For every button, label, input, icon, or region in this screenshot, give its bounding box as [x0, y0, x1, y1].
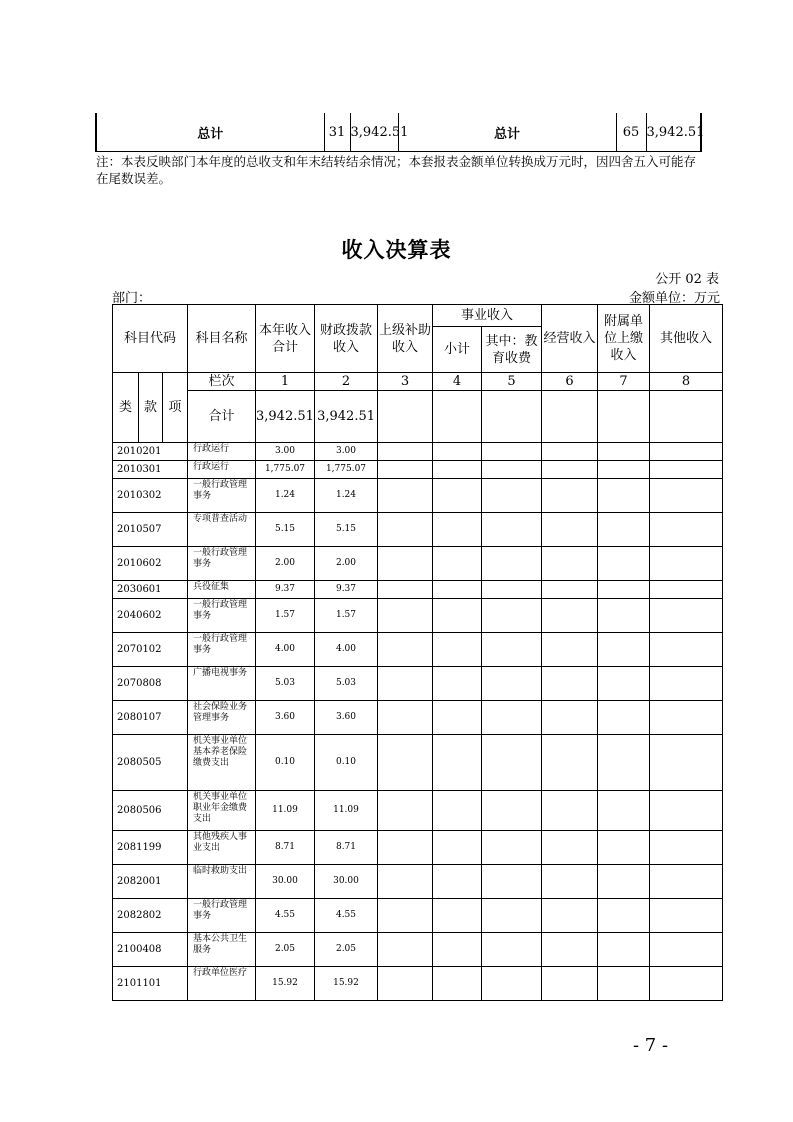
- row-code: 2010201: [113, 443, 188, 461]
- empty-cell: [433, 443, 482, 461]
- empty-cell: [542, 831, 598, 865]
- empty-cell: [433, 735, 482, 791]
- empty-cell: [650, 599, 723, 633]
- row-total: 4.55: [256, 899, 315, 933]
- empty-cell: [542, 701, 598, 735]
- empty-cell: [542, 479, 598, 513]
- empty-cell: [378, 479, 433, 513]
- unit-label: 金额单位：万元: [628, 291, 720, 306]
- row-total: 1.57: [256, 599, 315, 633]
- header-business: 事业收入: [433, 305, 542, 327]
- empty-cell: [482, 967, 542, 1001]
- empty-cell: [378, 667, 433, 701]
- row-total: 2.00: [256, 547, 315, 581]
- summary-right-label: 总计: [398, 113, 616, 152]
- summary-left-line: 31: [324, 113, 350, 152]
- empty-cell: [598, 479, 650, 513]
- empty-cell: [542, 599, 598, 633]
- row-total: 8.71: [256, 831, 315, 865]
- page-number: - 7 -: [632, 1035, 669, 1056]
- row-fiscal: 9.37: [315, 581, 378, 599]
- table-row: [113, 791, 723, 831]
- empty-cell: [433, 479, 482, 513]
- table-row: [113, 633, 723, 667]
- empty-cell: [433, 633, 482, 667]
- empty-cell: [650, 667, 723, 701]
- row-total: 2.05: [256, 933, 315, 967]
- empty-cell: [650, 443, 723, 461]
- empty-cell: [650, 547, 723, 581]
- empty-cell: [650, 461, 723, 479]
- empty-cell: [378, 443, 433, 461]
- row-fiscal: 11.09: [315, 791, 378, 831]
- empty-cell: [598, 933, 650, 967]
- empty-cell: [542, 581, 598, 599]
- empty-cell: [598, 581, 650, 599]
- empty-cell: [378, 599, 433, 633]
- row-total: 9.37: [256, 581, 315, 599]
- row-fiscal: 5.15: [315, 513, 378, 547]
- row-name: 行政单位医疗: [188, 967, 256, 1001]
- empty-cell: [598, 513, 650, 547]
- empty-cell: [433, 547, 482, 581]
- empty-cell: [433, 391, 482, 443]
- empty-cell: [598, 443, 650, 461]
- total-row-fiscal: 3,942.51: [315, 391, 378, 443]
- row-name: 广播电视事务: [188, 667, 256, 701]
- row-name: 机关事业单位职业年金缴费支出: [188, 791, 256, 831]
- row-fiscal: 30.00: [315, 865, 378, 899]
- empty-cell: [378, 391, 433, 443]
- row-name: 一般行政管理事务: [188, 899, 256, 933]
- row-name: 基本公共卫生服务: [188, 933, 256, 967]
- empty-cell: [433, 899, 482, 933]
- empty-cell: [378, 581, 433, 599]
- summary-table: [95, 113, 705, 152]
- table-row: [113, 443, 723, 461]
- summary-right-value: 3,942.51: [646, 113, 701, 152]
- empty-cell: [650, 791, 723, 831]
- row-total: 11.09: [256, 791, 315, 831]
- empty-cell: [650, 899, 723, 933]
- row-total: 3.00: [256, 443, 315, 461]
- row-fiscal: 4.55: [315, 899, 378, 933]
- empty-cell: [598, 547, 650, 581]
- total-row-total: 3,942.51: [256, 391, 315, 443]
- table-row: [113, 513, 723, 547]
- empty-cell: [542, 391, 598, 443]
- empty-cell: [598, 899, 650, 933]
- header-xiang: 项: [163, 373, 188, 443]
- row-name: 一般行政管理事务: [188, 633, 256, 667]
- header-operating: 经营收入: [542, 305, 598, 373]
- empty-cell: [542, 967, 598, 1001]
- row-code: 2040602: [113, 599, 188, 633]
- empty-cell: [598, 667, 650, 701]
- header-kuan: 款: [139, 373, 163, 443]
- empty-cell: [378, 967, 433, 1001]
- empty-cell: [482, 633, 542, 667]
- empty-cell: [482, 461, 542, 479]
- empty-cell: [542, 633, 598, 667]
- empty-cell: [433, 933, 482, 967]
- empty-cell: [433, 513, 482, 547]
- col-num-1: 1: [256, 373, 315, 391]
- empty-cell: [598, 791, 650, 831]
- header-name: 科目名称: [188, 305, 256, 373]
- row-name: 专项普查活动: [188, 513, 256, 547]
- department-label: 部门：: [112, 291, 152, 306]
- empty-cell: [598, 967, 650, 1001]
- empty-cell: [433, 667, 482, 701]
- col-num-7: 7: [598, 373, 650, 391]
- col-num-3: 3: [378, 373, 433, 391]
- empty-cell: [433, 581, 482, 599]
- summary-right-line: 65: [616, 113, 646, 152]
- empty-cell: [433, 967, 482, 1001]
- row-name: 一般行政管理事务: [188, 547, 256, 581]
- empty-cell: [482, 933, 542, 967]
- row-total: 4.00: [256, 633, 315, 667]
- table-row: [113, 461, 723, 479]
- row-name: 兵役征集: [188, 581, 256, 599]
- empty-cell: [482, 581, 542, 599]
- empty-cell: [650, 967, 723, 1001]
- page-title: 收入决算表: [341, 237, 452, 262]
- row-total: 1.24: [256, 479, 315, 513]
- empty-cell: [433, 701, 482, 735]
- empty-cell: [598, 461, 650, 479]
- form-code: 公开 02 表: [655, 272, 719, 287]
- empty-cell: [378, 791, 433, 831]
- empty-cell: [482, 735, 542, 791]
- table-row: [113, 701, 723, 735]
- row-total: 0.10: [256, 735, 315, 791]
- total-row-label: 合计: [188, 391, 256, 443]
- empty-cell: [598, 599, 650, 633]
- empty-cell: [482, 599, 542, 633]
- empty-cell: [650, 933, 723, 967]
- empty-cell: [542, 461, 598, 479]
- row-total: 5.03: [256, 667, 315, 701]
- empty-cell: [378, 701, 433, 735]
- header-superior: 上级补助收入: [378, 305, 433, 373]
- empty-cell: [542, 791, 598, 831]
- empty-cell: [650, 831, 723, 865]
- row-name: 一般行政管理事务: [188, 599, 256, 633]
- empty-cell: [378, 633, 433, 667]
- empty-cell: [650, 633, 723, 667]
- row-code: 2010301: [113, 461, 188, 479]
- empty-cell: [542, 547, 598, 581]
- col-num-4: 4: [433, 373, 482, 391]
- summary-left-label: 总计: [96, 113, 324, 152]
- empty-cell: [542, 899, 598, 933]
- row-fiscal: 4.00: [315, 633, 378, 667]
- row-fiscal: 2.05: [315, 933, 378, 967]
- row-code: 2070808: [113, 667, 188, 701]
- row-code: 2080107: [113, 701, 188, 735]
- row-name: 机关事业单位基本养老保险缴费支出: [188, 735, 256, 791]
- row-fiscal: 1.57: [315, 599, 378, 633]
- empty-cell: [650, 479, 723, 513]
- empty-cell: [650, 513, 723, 547]
- summary-left-value: 3,942.51: [350, 113, 398, 152]
- row-total: 3.60: [256, 701, 315, 735]
- table-row: [113, 599, 723, 633]
- header-other: 其他收入: [650, 305, 723, 373]
- header-education: 其中：教育收费: [482, 327, 542, 373]
- empty-cell: [482, 667, 542, 701]
- table-row: [113, 831, 723, 865]
- empty-cell: [598, 831, 650, 865]
- empty-cell: [433, 791, 482, 831]
- row-total: 15.92: [256, 967, 315, 1001]
- row-code: 2010507: [113, 513, 188, 547]
- empty-cell: [378, 933, 433, 967]
- row-fiscal: 1,775.07: [315, 461, 378, 479]
- header-fiscal: 财政拨款收入: [315, 305, 378, 373]
- table-row: [113, 933, 723, 967]
- row-name: 社会保险业务管理事务: [188, 701, 256, 735]
- row-code: 2010302: [113, 479, 188, 513]
- empty-cell: [378, 513, 433, 547]
- row-total: 5.15: [256, 513, 315, 547]
- empty-cell: [542, 865, 598, 899]
- row-code: 2080505: [113, 735, 188, 791]
- empty-cell: [378, 735, 433, 791]
- row-code: 2081199: [113, 831, 188, 865]
- income-table: [112, 304, 723, 1001]
- empty-cell: [650, 581, 723, 599]
- empty-cell: [542, 443, 598, 461]
- empty-cell: [650, 391, 723, 443]
- empty-cell: [542, 667, 598, 701]
- header-total: 本年收入合计: [256, 305, 315, 373]
- row-fiscal: 5.03: [315, 667, 378, 701]
- row-name: 行政运行: [188, 461, 256, 479]
- empty-cell: [650, 865, 723, 899]
- empty-cell: [433, 831, 482, 865]
- row-code: 2080506: [113, 791, 188, 831]
- table-note: 注：本表反映部门本年度的总收支和年末结转结余情况；本套报表金额单位转换成万元时，因四舍五入可能存在尾数误差。: [96, 154, 697, 186]
- row-code: 2082001: [113, 865, 188, 899]
- empty-cell: [482, 701, 542, 735]
- empty-cell: [598, 735, 650, 791]
- row-code: 2030601: [113, 581, 188, 599]
- header-affiliated: 附属单位上缴收入: [598, 305, 650, 373]
- header-code: 科目代码: [113, 305, 188, 373]
- empty-cell: [482, 513, 542, 547]
- empty-cell: [433, 461, 482, 479]
- empty-cell: [482, 391, 542, 443]
- col-num-6: 6: [542, 373, 598, 391]
- empty-cell: [598, 391, 650, 443]
- empty-cell: [433, 865, 482, 899]
- empty-cell: [482, 865, 542, 899]
- row-code: 2100408: [113, 933, 188, 967]
- row-name: 行政运行: [188, 443, 256, 461]
- row-fiscal: 3.60: [315, 701, 378, 735]
- header-lei: 类: [113, 373, 139, 443]
- empty-cell: [598, 633, 650, 667]
- empty-cell: [482, 547, 542, 581]
- row-fiscal: 2.00: [315, 547, 378, 581]
- row-fiscal: 3.00: [315, 443, 378, 461]
- empty-cell: [378, 547, 433, 581]
- row-name: 一般行政管理事务: [188, 479, 256, 513]
- col-num-5: 5: [482, 373, 542, 391]
- empty-cell: [598, 865, 650, 899]
- empty-cell: [378, 865, 433, 899]
- table-row: [113, 967, 723, 1001]
- empty-cell: [482, 791, 542, 831]
- table-row: [113, 865, 723, 899]
- empty-cell: [542, 735, 598, 791]
- table-row: [113, 735, 723, 791]
- row-name: 其他残疾人事业支出: [188, 831, 256, 865]
- empty-cell: [482, 899, 542, 933]
- empty-cell: [650, 701, 723, 735]
- row-fiscal: 1.24: [315, 479, 378, 513]
- table-row: [113, 667, 723, 701]
- row-total: 30.00: [256, 865, 315, 899]
- header-subtotal: 小计: [433, 327, 482, 373]
- table-row: [113, 547, 723, 581]
- row-fiscal: 15.92: [315, 967, 378, 1001]
- row-total: 1,775.07: [256, 461, 315, 479]
- row-name: 临时救助支出: [188, 865, 256, 899]
- table-row: [113, 479, 723, 513]
- row-code: 2070102: [113, 633, 188, 667]
- empty-cell: [378, 831, 433, 865]
- empty-cell: [650, 735, 723, 791]
- empty-cell: [542, 933, 598, 967]
- table-row: [113, 581, 723, 599]
- empty-cell: [482, 479, 542, 513]
- row-code: 2101101: [113, 967, 188, 1001]
- row-fiscal: 8.71: [315, 831, 378, 865]
- empty-cell: [378, 899, 433, 933]
- row-code: 2010602: [113, 547, 188, 581]
- empty-cell: [433, 599, 482, 633]
- empty-cell: [482, 831, 542, 865]
- column-row-label: 栏次: [188, 373, 256, 391]
- empty-cell: [482, 443, 542, 461]
- row-fiscal: 0.10: [315, 735, 378, 791]
- col-num-2: 2: [315, 373, 378, 391]
- empty-cell: [598, 701, 650, 735]
- empty-cell: [378, 461, 433, 479]
- row-code: 2082802: [113, 899, 188, 933]
- col-num-8: 8: [650, 373, 723, 391]
- empty-cell: [542, 513, 598, 547]
- table-row: [113, 899, 723, 933]
